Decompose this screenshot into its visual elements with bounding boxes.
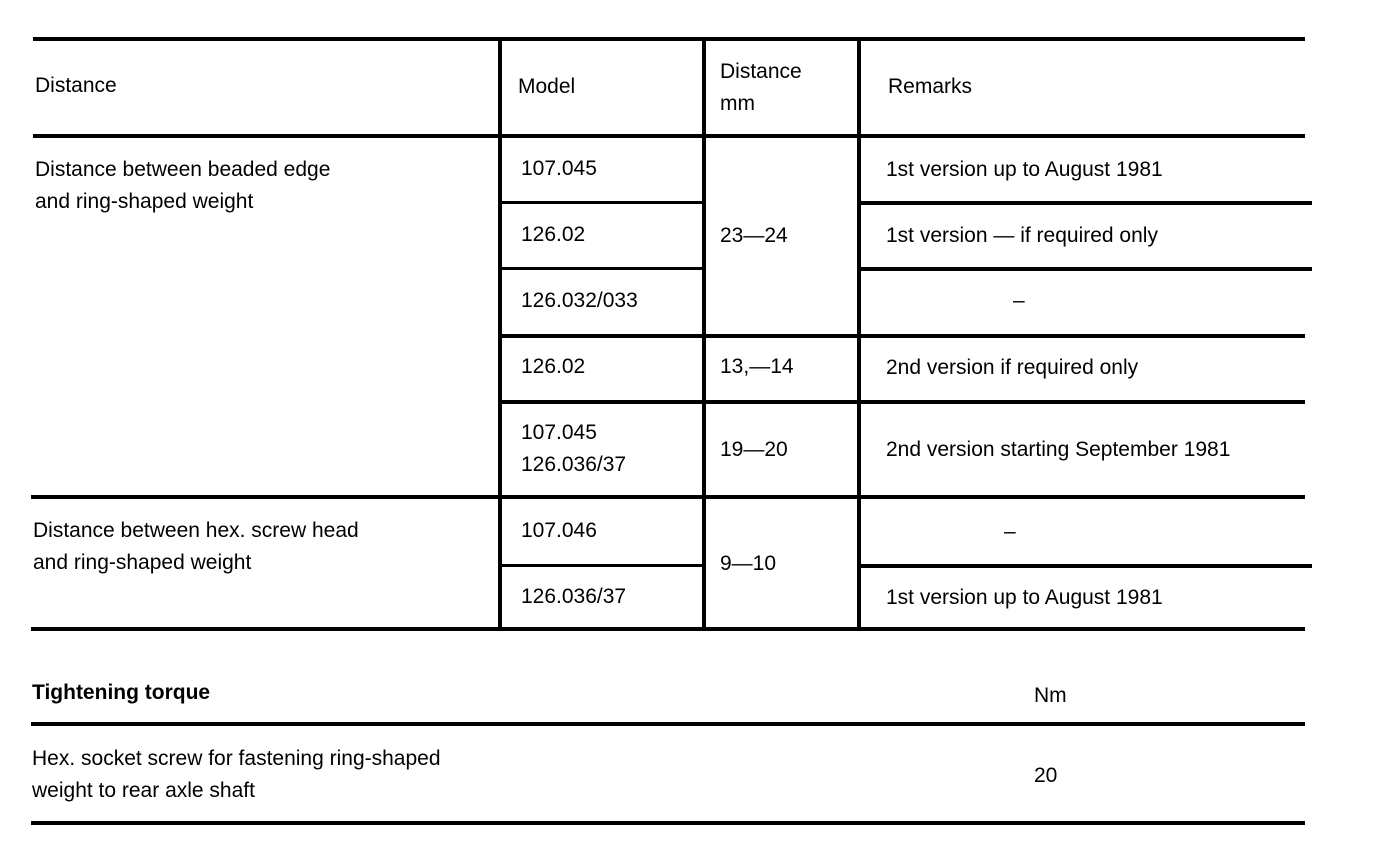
- torque-bottom-rule: [31, 821, 1305, 825]
- table-cell-remarks: 2nd version if required only: [886, 356, 1139, 379]
- table-cell-model: 126.02: [521, 223, 586, 246]
- torque-row-value: 20: [1034, 764, 1058, 787]
- torque-header-unit: Nm: [1034, 684, 1067, 707]
- table-cell-distance: 23—24: [720, 224, 788, 247]
- table-cell-model: 107.046: [521, 519, 597, 542]
- row-rule: [859, 267, 1312, 271]
- row-rule: [501, 267, 706, 270]
- row-rule: [501, 334, 1305, 338]
- table-cell-model: 126.036/37: [521, 453, 627, 476]
- header-remarks: Remarks: [888, 75, 973, 98]
- column-rule: [498, 39, 502, 631]
- torque-row-label-line1: Hex. socket screw for fastening ring-shaped: [32, 747, 441, 770]
- table-cell-remarks: 1st version up to August 1981: [886, 586, 1163, 609]
- table-cell-distance: 19—20: [720, 438, 788, 461]
- header-distance-mm-line2: mm: [720, 92, 755, 115]
- group1-label-line1: Distance between beaded edge: [35, 158, 331, 181]
- torque-header-label: Tightening torque: [32, 681, 211, 704]
- table-cell-model: 107.045: [521, 421, 597, 444]
- torque-row-label-line2: weight to rear axle shaft: [32, 779, 255, 802]
- row-rule: [859, 564, 1312, 568]
- table-cell-remarks: 1st version — if required only: [886, 224, 1158, 247]
- group-rule: [31, 495, 1305, 499]
- group2-label-line2: and ring-shaped weight: [33, 551, 252, 574]
- table-cell-distance: 9—10: [720, 552, 777, 575]
- table-cell-remarks: 1st version up to August 1981: [886, 158, 1163, 181]
- row-rule: [501, 564, 706, 567]
- row-rule: [859, 201, 1312, 205]
- header-model: Model: [518, 75, 576, 98]
- table-bottom-rule: [31, 627, 1305, 631]
- table-cell-distance: 13,—14: [720, 355, 794, 378]
- group1-label-line2: and ring-shaped weight: [35, 190, 254, 213]
- row-rule: [501, 201, 706, 204]
- table-cell-remarks: –: [1013, 289, 1025, 312]
- torque-header-rule: [31, 722, 1305, 726]
- header-distance-mm-line1: Distance: [720, 60, 802, 83]
- table-top-rule: [33, 37, 1305, 41]
- column-rule: [702, 39, 706, 631]
- header-distance: Distance: [35, 74, 117, 97]
- table-cell-remarks: 2nd version starting September 1981: [886, 438, 1231, 461]
- table-cell-model: 126.036/37: [521, 585, 627, 608]
- table-cell-remarks: –: [1004, 520, 1016, 543]
- group2-label-line1: Distance between hex. screw head: [33, 519, 359, 542]
- row-rule: [501, 400, 1305, 404]
- table-cell-model: 126.032/033: [521, 289, 638, 312]
- table-cell-model: 107.045: [521, 157, 597, 180]
- table-cell-model: 126.02: [521, 355, 586, 378]
- header-bottom-rule: [33, 134, 1305, 138]
- column-rule: [857, 39, 861, 631]
